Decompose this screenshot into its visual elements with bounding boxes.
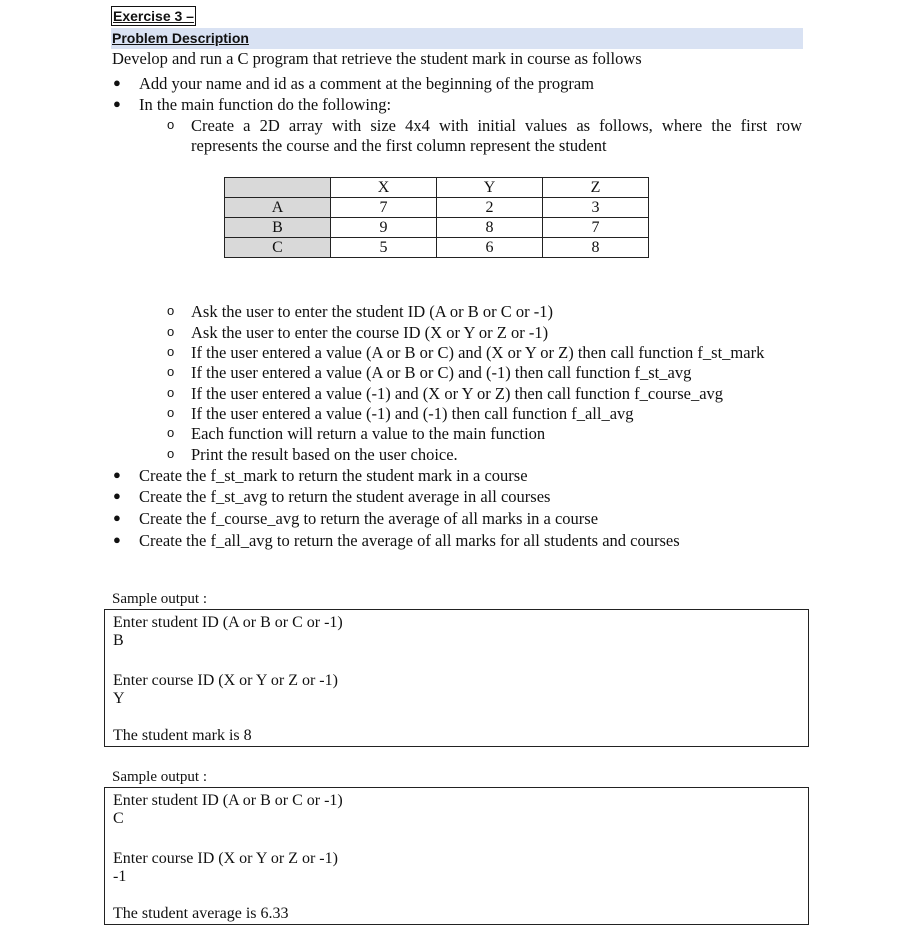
sub-item: If the user entered a value (-1) and (-1) then call function f_all_avg: [191, 404, 634, 423]
sample-output-box: [104, 609, 809, 747]
student-id-prompt: Enter student ID (A or B or C or -1): [113, 614, 343, 631]
table-row-header: C: [225, 238, 331, 258]
table-cell: 3: [543, 198, 649, 218]
exercise-title: Exercise 3 –: [113, 8, 194, 24]
bullet-item: Create the f_st_avg to return the student average in all courses: [139, 487, 551, 506]
course-id-input: Y: [113, 690, 125, 707]
course-id-input: -1: [113, 868, 127, 885]
sample-output-label: Sample output :: [112, 769, 207, 785]
table-cell: 6: [437, 238, 543, 258]
bullet-icon: ●: [113, 96, 121, 111]
table-cell: 9: [331, 218, 437, 238]
sub-item: If the user entered a value (A or B or C) and (X or Y or Z) then call function f_st_mark: [191, 343, 765, 362]
bullet-icon: ●: [113, 532, 121, 547]
student-id-prompt: Enter student ID (A or B or C or -1): [113, 792, 343, 809]
table-column-header: Z: [543, 178, 649, 198]
bullet-item: Create the f_course_avg to return the average of all marks in a course: [139, 509, 599, 528]
table-row: [225, 238, 649, 258]
circle-bullet-icon: o: [167, 324, 175, 339]
table-cell: 8: [543, 238, 649, 258]
result-text: The student average is 6.33: [113, 905, 289, 922]
table-cell: 8: [437, 218, 543, 238]
course-id-prompt: Enter course ID (X or Y or Z or -1): [113, 850, 338, 867]
table-cell: 7: [331, 198, 437, 218]
bullet-item: Create the f_st_mark to return the student mark in a course: [139, 466, 528, 485]
sub-item: Ask the user to enter the course ID (X or Y or Z or -1): [191, 323, 549, 342]
sample-output-label: Sample output :: [112, 591, 207, 607]
array-item-line1: Create a 2D array with size 4x4 with initial values as follows, where the first row: [191, 116, 802, 135]
sub-item: If the user entered a value (A or B or C) and (-1) then call function f_st_avg: [191, 363, 692, 382]
circle-bullet-icon: o: [167, 425, 175, 440]
table-header-row: [225, 178, 649, 198]
table-cell: 7: [543, 218, 649, 238]
circle-bullet-icon: o: [167, 385, 175, 400]
bullet-icon: ●: [113, 75, 121, 90]
array-item-line2: represents the course and the first column represent the student: [191, 136, 607, 155]
student-id-input: C: [113, 810, 124, 827]
table-row: [225, 198, 649, 218]
bullet-item: Create the f_all_avg to return the average of all marks for all students and courses: [139, 531, 680, 550]
result-text: The student mark is 8: [113, 727, 252, 744]
bullet-icon: ●: [113, 467, 121, 482]
circle-bullet-icon: o: [167, 117, 175, 132]
circle-bullet-icon: o: [167, 303, 175, 318]
sub-item: If the user entered a value (-1) and (X or Y or Z) then call function f_course_avg: [191, 384, 724, 403]
table-corner-cell: [225, 178, 331, 198]
table-row-header: B: [225, 218, 331, 238]
circle-bullet-icon: o: [167, 405, 175, 420]
bullet-icon: ●: [113, 510, 121, 525]
intro-text: Develop and run a C program that retrieve the student mark in course as follows: [112, 49, 642, 68]
bullet-item: Add your name and id as a comment at the beginning of the program: [139, 74, 594, 93]
bullet-item: In the main function do the following:: [139, 95, 392, 114]
table-column-header: X: [331, 178, 437, 198]
sub-item: Ask the user to enter the student ID (A or B or C or -1): [191, 302, 554, 321]
sample-output-box: [104, 787, 809, 925]
table-row: [225, 218, 649, 238]
course-id-prompt: Enter course ID (X or Y or Z or -1): [113, 672, 338, 689]
table-cell: 5: [331, 238, 437, 258]
problem-description-heading: Problem Description: [112, 30, 249, 46]
circle-bullet-icon: o: [167, 364, 175, 379]
table-column-header: Y: [437, 178, 543, 198]
bullet-icon: ●: [113, 488, 121, 503]
student-id-input: B: [113, 632, 124, 649]
table-row-header: A: [225, 198, 331, 218]
circle-bullet-icon: o: [167, 446, 175, 461]
circle-bullet-icon: o: [167, 344, 175, 359]
sub-item: Print the result based on the user choice.: [191, 445, 458, 464]
sub-item: Each function will return a value to the main function: [191, 424, 546, 443]
marks-table: [224, 177, 649, 258]
table-cell: 2: [437, 198, 543, 218]
